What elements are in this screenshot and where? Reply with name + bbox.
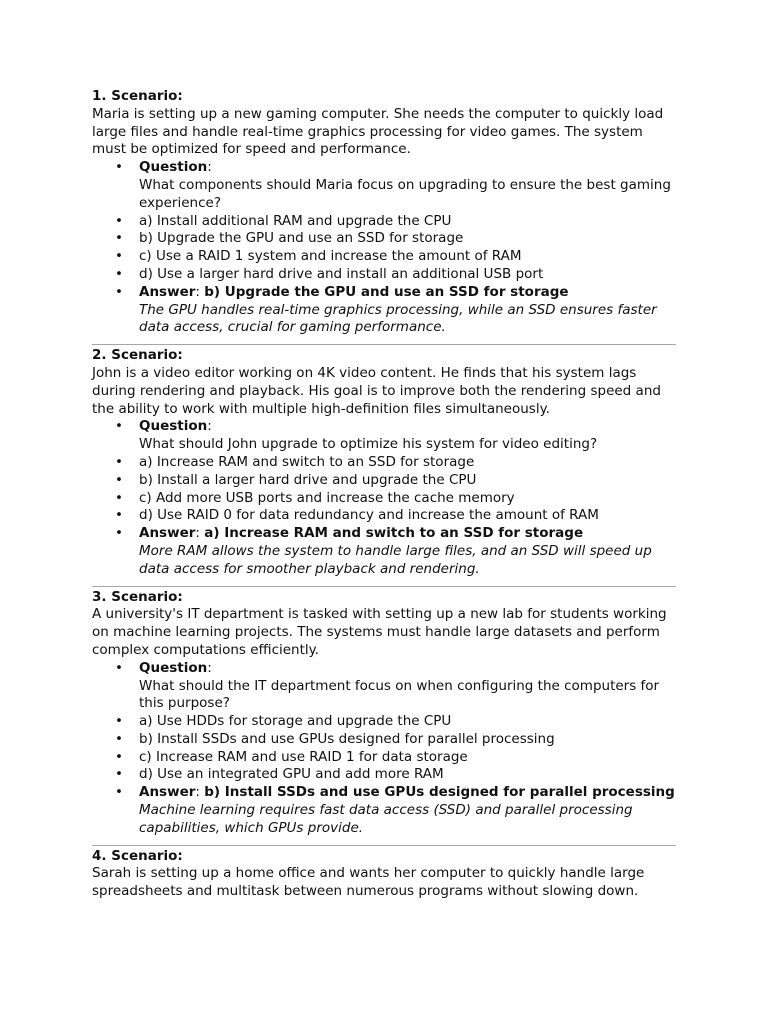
scenario-text: A university's IT department is tasked with setting up a new lab for students working on machine learning projects. The systems must handle large datasets and perform complex computations efficiently. bbox=[92, 606, 667, 658]
question-colon: : bbox=[207, 659, 212, 676]
question-label: Question bbox=[139, 159, 208, 176]
option-a: • a) Increase RAM and switch to an SSD for storage bbox=[139, 454, 676, 472]
option-d: • d) Use a larger hard drive and install an additional USB port bbox=[139, 266, 676, 284]
answer-label: Answer bbox=[139, 283, 196, 300]
option-d: • d) Use RAID 0 for data redundancy and increase the amount of RAM bbox=[139, 507, 676, 525]
answer-text: b) Install SSDs and use GPUs designed for parallel processing bbox=[204, 784, 675, 801]
scenario-heading: 3. Scenario: bbox=[92, 588, 183, 605]
section-divider bbox=[92, 586, 676, 587]
question-label: Question bbox=[139, 418, 208, 435]
scenario-4 bbox=[92, 848, 676, 901]
question-item bbox=[139, 660, 676, 713]
section-divider bbox=[92, 845, 676, 846]
scenario-heading: 1. Scenario: bbox=[92, 88, 183, 104]
option-c: • c) Increase RAM and use RAID 1 for data storage bbox=[139, 749, 676, 767]
question-label: Question bbox=[139, 659, 208, 676]
option-b: • b) Upgrade the GPU and use an SSD for storage bbox=[139, 230, 676, 248]
answer-colon: : bbox=[195, 525, 200, 542]
option-c: • c) Use a RAID 1 system and increase the amount of RAM bbox=[139, 248, 676, 266]
scenario-list bbox=[92, 660, 676, 838]
answer-label: Answer bbox=[139, 525, 196, 542]
scenario-heading: 4. Scenario: bbox=[92, 847, 183, 864]
answer-item bbox=[139, 784, 676, 837]
scenario-2 bbox=[92, 347, 676, 578]
question-text: What should the IT department focus on when configuring the computers for this purpose? bbox=[139, 677, 660, 712]
answer-explanation: Machine learning requires fast data access (SSD) and parallel processing capabilities, which GPUs provide. bbox=[139, 802, 633, 836]
option-b: • b) Install SSDs and use GPUs designed for parallel processing bbox=[139, 731, 676, 749]
question-text: What should John upgrade to optimize his system for video editing? bbox=[139, 436, 598, 453]
scenario-list bbox=[92, 159, 676, 337]
scenario-text: John is a video editor working on 4K video content. He finds that his system lags during rendering and playback. His goal is to improve both the rendering speed and the ability to work with multiple high-definition files simultaneously. bbox=[92, 364, 661, 417]
option-b: • b) Install a larger hard drive and upgrade the CPU bbox=[139, 472, 676, 490]
answer-text: b) Upgrade the GPU and use an SSD for storage bbox=[204, 283, 569, 300]
option-d: • d) Use an integrated GPU and add more RAM bbox=[139, 766, 676, 784]
scenario-1 bbox=[92, 88, 676, 337]
question-colon: : bbox=[207, 159, 212, 176]
document-page bbox=[92, 88, 676, 901]
question-item bbox=[139, 418, 676, 454]
answer-explanation: The GPU handles real-time graphics processing, while an SSD ensures faster data access, crucial for gaming performance. bbox=[139, 301, 657, 336]
scenario-text: Sarah is setting up a home office and wants her computer to quickly handle large spreadsheets and multitask between numerous programs without slowing down. bbox=[92, 865, 645, 900]
answer-explanation: More RAM allows the system to handle large files, and an SSD will speed up data access for smoother playback and rendering. bbox=[139, 542, 652, 577]
scenario-heading: 2. Scenario: bbox=[92, 347, 183, 364]
answer-text: a) Increase RAM and switch to an SSD for storage bbox=[204, 525, 584, 542]
answer-colon: : bbox=[195, 784, 200, 801]
scenario-3 bbox=[92, 589, 676, 838]
scenario-text: Maria is setting up a new gaming computer. She needs the computer to quickly load large files and handle real-time graphics processing for video games. The system must be optimized for speed and performance. bbox=[92, 105, 664, 158]
option-a: • a) Use HDDs for storage and upgrade the CPU bbox=[139, 713, 676, 731]
question-item bbox=[139, 159, 676, 212]
answer-colon: : bbox=[195, 283, 200, 300]
scenario-list bbox=[92, 418, 676, 578]
question-colon: : bbox=[207, 418, 212, 435]
question-text: What components should Maria focus on upgrading to ensure the best gaming experience? bbox=[139, 176, 671, 211]
answer-item bbox=[139, 284, 676, 337]
option-c: • c) Add more USB ports and increase the cache memory bbox=[139, 490, 676, 508]
answer-item bbox=[139, 525, 676, 578]
section-divider bbox=[92, 344, 676, 345]
option-a: • a) Install additional RAM and upgrade the CPU bbox=[139, 213, 676, 231]
answer-label: Answer bbox=[139, 784, 196, 801]
